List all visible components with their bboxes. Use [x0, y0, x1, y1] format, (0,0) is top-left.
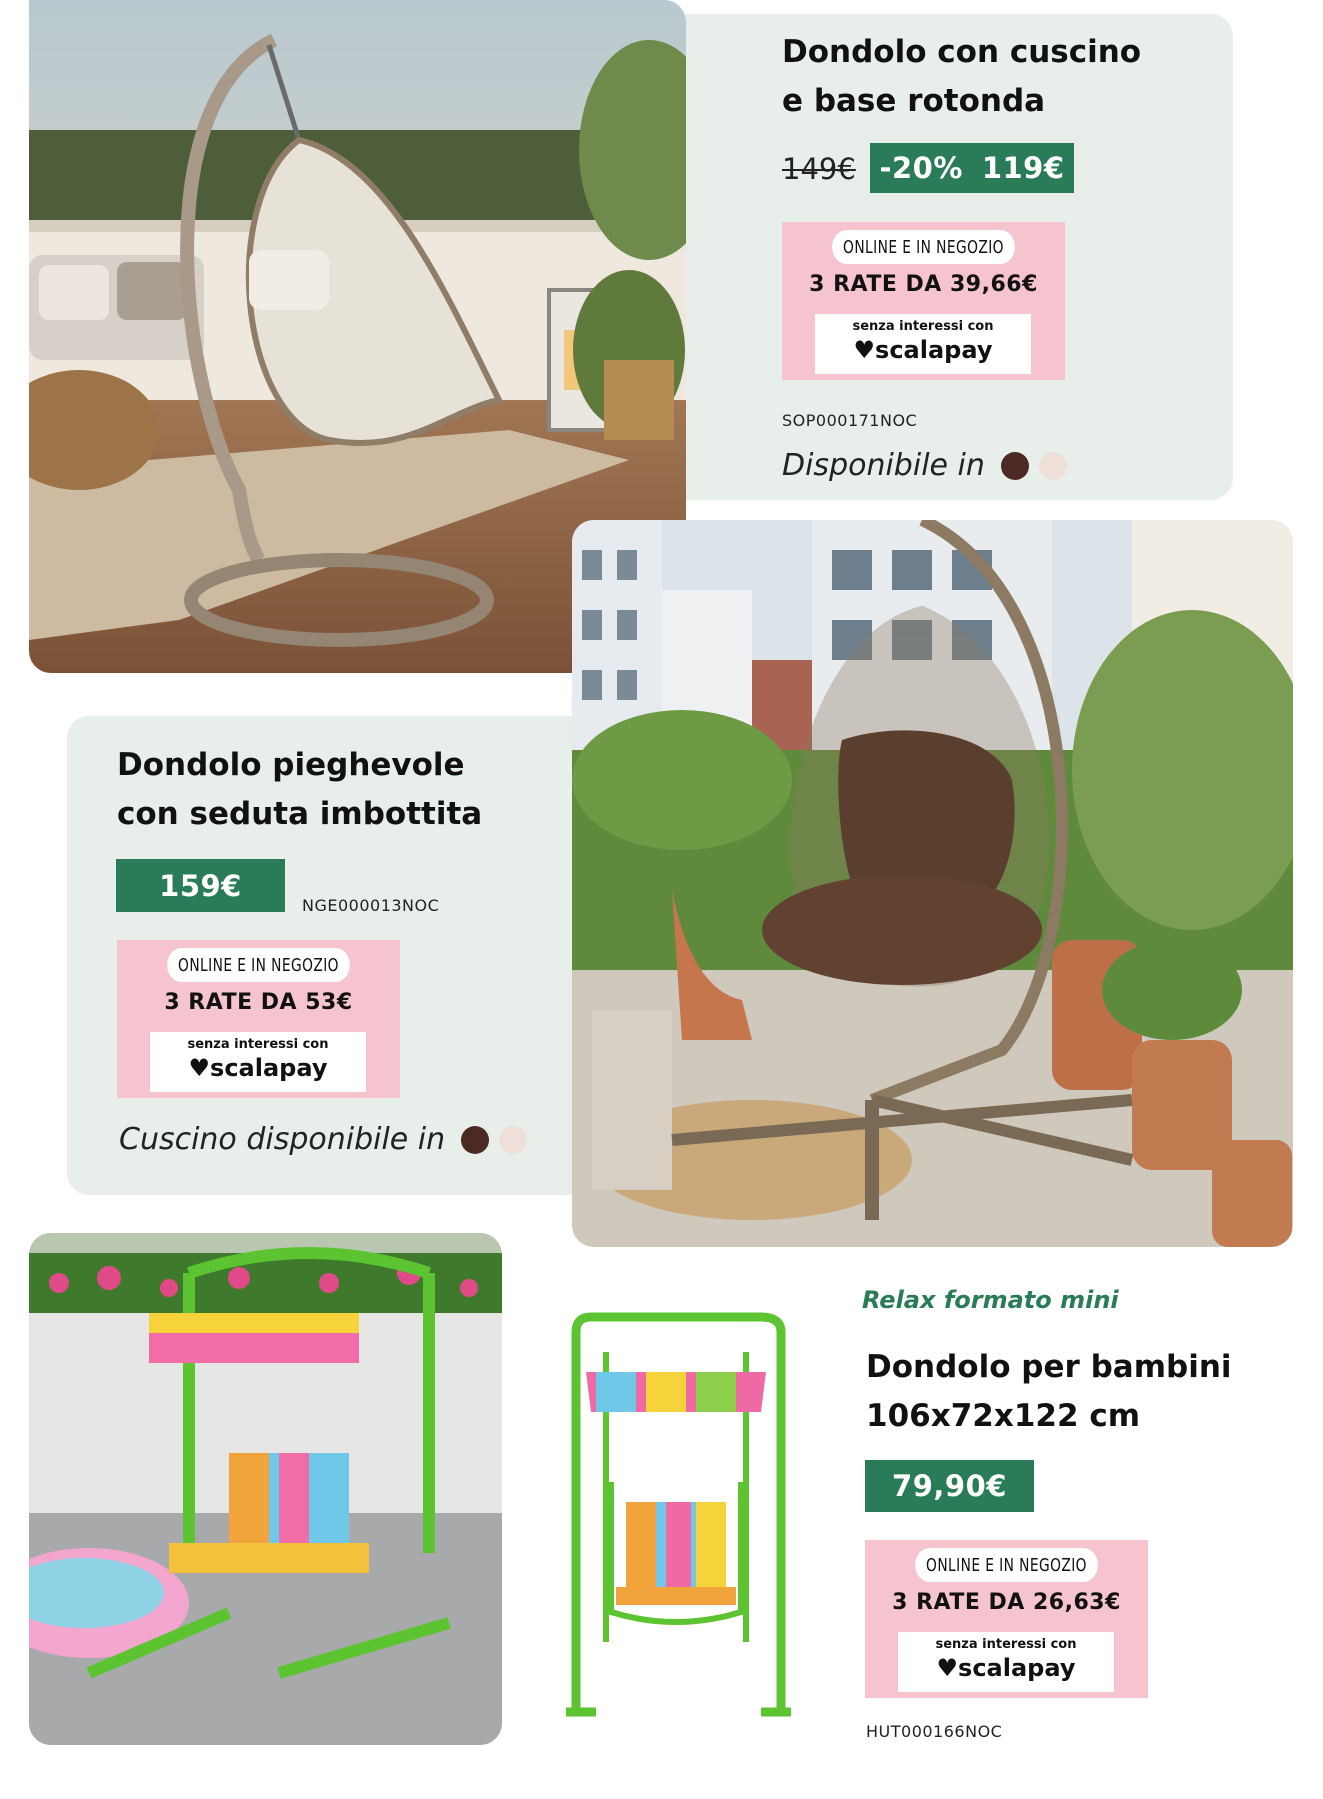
product-3-subtitle: Relax formato mini	[862, 1286, 1119, 1314]
scalapay-caption: senza interessi con	[852, 319, 994, 334]
product-3-installments	[865, 1540, 1148, 1698]
scalapay-box	[898, 1632, 1114, 1692]
product-1-price: 119€	[981, 151, 1065, 185]
installments-text: 3 RATE DA 39,66€	[809, 272, 1038, 297]
product-1-price-tag	[870, 143, 1074, 193]
product-3-price-tag: 79,90€	[865, 1460, 1034, 1512]
color-swatch-brown[interactable]	[461, 1126, 489, 1154]
online-label: ONLINE E IN NEGOZIO	[915, 1548, 1098, 1582]
product-1-old-price: 149€	[782, 152, 856, 186]
scalapay-logo: ♥scalapay	[936, 1654, 1076, 1682]
installments-text: 3 RATE DA 26,63€	[892, 1590, 1121, 1615]
product-2-installments	[117, 940, 400, 1098]
online-label: ONLINE E IN NEGOZIO	[832, 230, 1015, 264]
heart-icon: ♥	[936, 1654, 959, 1682]
product-1-discount: -20%	[879, 151, 963, 185]
product-2-availability: Cuscino disponibile in	[119, 1122, 527, 1157]
product-1-installments	[782, 222, 1065, 380]
product-1-sku: SOP000171NOC	[782, 411, 918, 430]
product-2-price-tag: 159€	[116, 859, 285, 912]
product-2-sku: NGE000013NOC	[302, 896, 440, 915]
scalapay-logo: ♥scalapay	[853, 336, 993, 364]
scalapay-box	[150, 1032, 366, 1092]
color-swatch-cream[interactable]	[1039, 452, 1067, 480]
installments-text: 3 RATE DA 53€	[164, 990, 353, 1015]
product-2-title: Dondolo pieghevole con seduta imbottita	[117, 747, 483, 832]
heart-icon: ♥	[853, 336, 876, 364]
color-swatch-cream[interactable]	[499, 1126, 527, 1154]
product-3-title: Dondolo per bambini 106x72x122 cm	[866, 1349, 1232, 1434]
product-1-title: Dondolo con cuscino e base rotonda	[782, 34, 1142, 119]
scalapay-box	[815, 314, 1031, 374]
online-label: ONLINE E IN NEGOZIO	[167, 948, 350, 982]
product-3-sku: HUT000166NOC	[866, 1722, 1003, 1741]
scalapay-logo: ♥scalapay	[188, 1054, 328, 1082]
product-1-availability: Disponibile in	[782, 448, 1067, 483]
product-photo-kids-swing-cutout	[556, 1312, 800, 1726]
scalapay-caption: senza interessi con	[187, 1037, 329, 1052]
scalapay-caption: senza interessi con	[935, 1637, 1077, 1652]
heart-icon: ♥	[188, 1054, 211, 1082]
product-photo-kids-swing-pool	[29, 1233, 502, 1745]
product-photo-egg-chair-balcony	[572, 520, 1293, 1247]
color-swatch-brown[interactable]	[1001, 452, 1029, 480]
